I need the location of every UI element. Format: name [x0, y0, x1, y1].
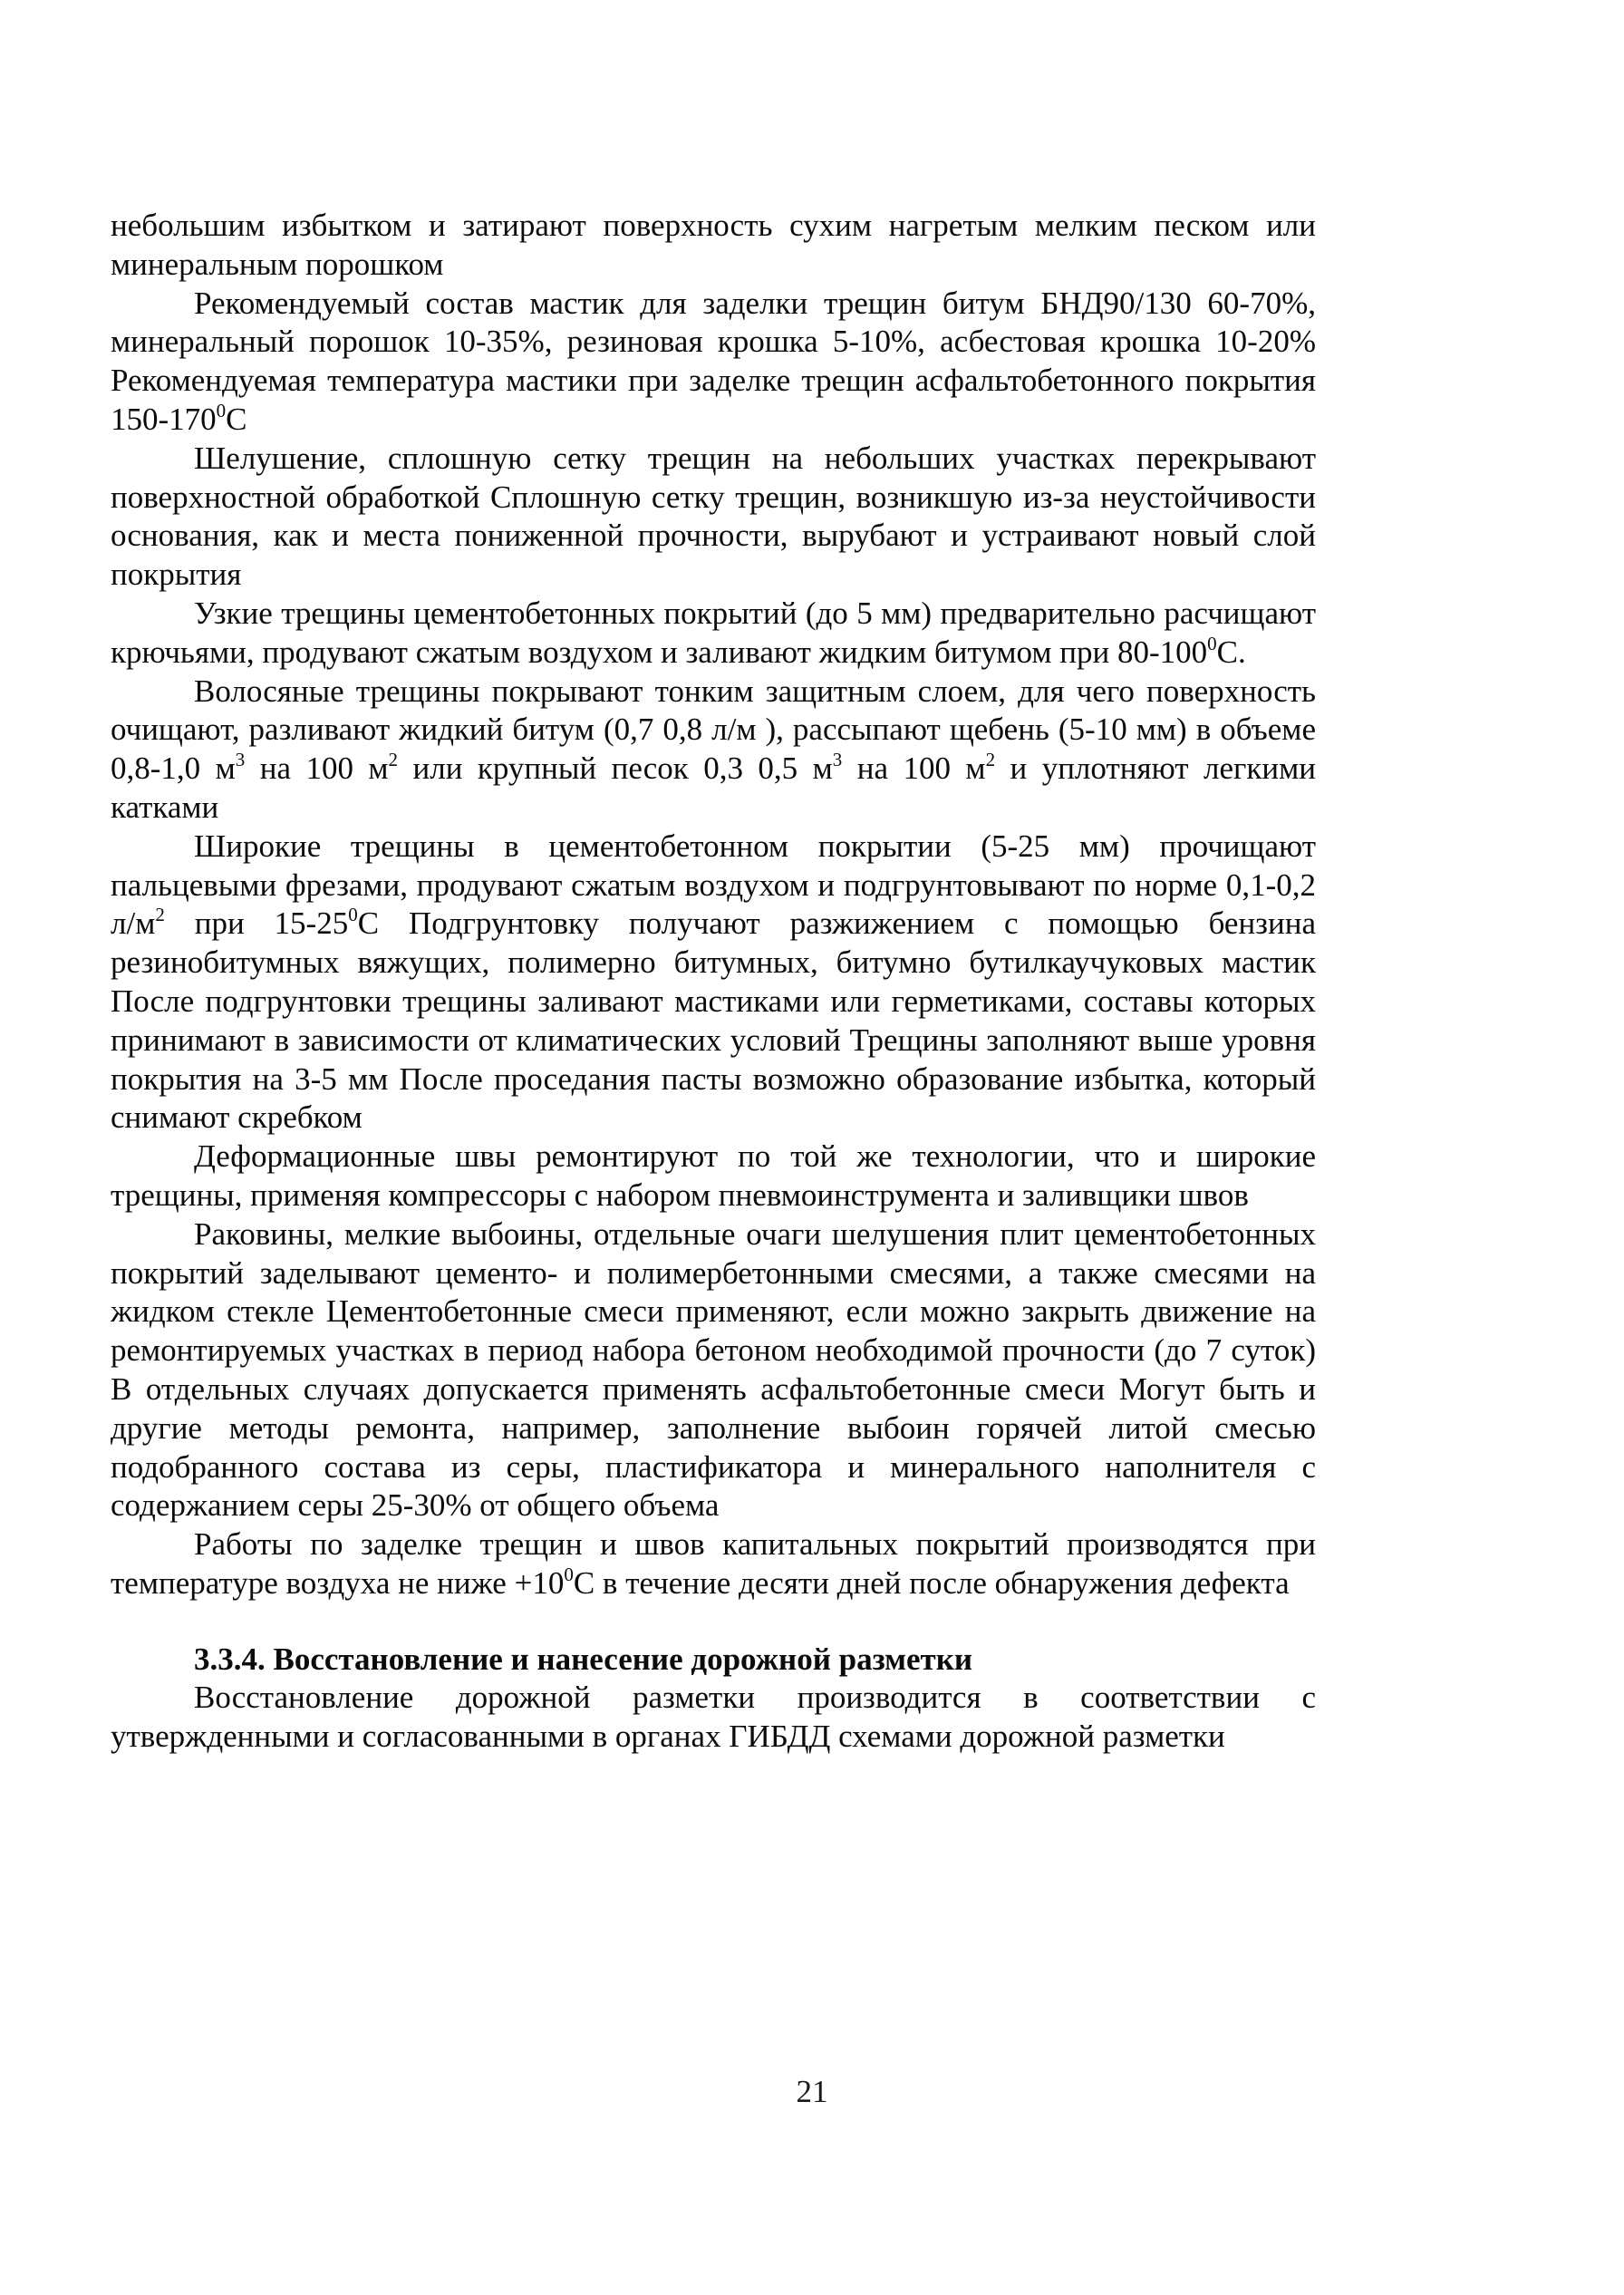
- paragraph-text: Рекомендуемый состав мастик для заделки трещин битум БНД90/130 60-70%, минеральный порошок 10-35%, резиновая крошка 5-10%, асбестовая крошка 10-20% Рекомендуемая температура мастики при заделке трещин асфальтобетонного покрытия 150-170: [111, 285, 1316, 437]
- paragraph: [111, 440, 1316, 595]
- degree-superscript: 0: [216, 399, 227, 421]
- paragraph: [111, 1679, 1316, 1757]
- paragraph-text: и уплотняют легкими катками: [111, 750, 1316, 825]
- paragraph-text: или крупный песок 0,3 0,5 м: [398, 750, 833, 787]
- degree-superscript: 0: [1207, 632, 1217, 654]
- paragraph-text: небольшим избытком и затирают поверхность сухим нагретым мелким песком или минеральным порошком: [111, 208, 1316, 282]
- page-number: 21: [796, 2074, 828, 2109]
- degree-superscript: 0: [564, 1563, 574, 1585]
- paragraph: [111, 828, 1316, 1138]
- paragraph-text: Волосяные трещины покрывают тонким защитным слоем, для чего поверхность очищают, разливают жидкий битум (0,7 0,8 л/м ), рассыпают щебень (5-10 мм) в объеме 0,8-1,0 м: [111, 673, 1316, 787]
- superscript: 2: [155, 904, 165, 926]
- superscript: 3: [235, 749, 246, 771]
- paragraph: [111, 285, 1316, 440]
- section-heading: 3.3.4. Восстановление и нанесение дорожной разметки: [194, 1641, 973, 1677]
- paragraph: [111, 595, 1316, 673]
- paragraph-text: С Подгрунтовку получают разжижением с помощью бензина резинобитумных вяжущих, полимерно битумных, битумно бутилкаучуковых мастик После подгрунтовки трещины заливают мастиками или герметиками, составы которых принимают в зависимости от климатических условий Трещины заполняют выше уровня покрытия на 3-5 мм После проседания пасты возможно образование избытка, который снимают скребком: [111, 905, 1317, 1136]
- paragraph-text: на 100 м: [842, 750, 986, 787]
- paragraph-text: Деформационные швы ремонтируют по той же технологии, что и широкие трещины, применяя компрессоры с набором пневмоинструмента и заливщики швов: [111, 1138, 1316, 1213]
- paragraph-text: Раковины, мелкие выбоины, отдельные очаги шелушения плит цементобетонных покрытий заделывают цементо- и полимербетонными смесями, а также смесями на жидком стекле Цементобетонные смеси применяют, если можно закрыть движение на ремонтируемых участках в период набора бетоном необходимой прочности (до 7 суток) В отдельных случаях допускается применять асфальтобетонные смеси Могут быть и другие методы ремонта, например, заполнение выбоин горячей литой смесью подобранного состава из серы, пластификатора и минерального наполнителя с содержанием серы 25-30% от общего объема: [111, 1215, 1316, 1524]
- paragraph: [111, 1138, 1316, 1215]
- paragraph-text: Узкие трещины цементобетонных покрытий (до 5 мм) предварительно расчищают крючьями, продувают сжатым воздухом и заливают жидким битумом при 80-100: [111, 595, 1316, 670]
- paragraph: [111, 673, 1316, 828]
- paragraph-text: Шелушение, сплошную сетку трещин на небольших участках перекрывают поверхностной обработкой Сплошную сетку трещин, возникшую из-за неустойчивости основания, как и места пониженной прочности, вырубают и устраивают новый слой покрытия: [111, 440, 1316, 593]
- paragraph-text: Работы по заделке трещин и швов капитальных покрытий производятся при температуре воздуха не ниже +10: [111, 1526, 1316, 1601]
- paragraph-text: на 100 м: [245, 750, 389, 787]
- unit-text: С: [226, 401, 247, 437]
- paragraph: [111, 1215, 1316, 1525]
- paragraph-text: Восстановление дорожной разметки производится в соответствии с утвержденными и согласованными в органах ГИБДД схемами дорожной разметки: [111, 1680, 1316, 1755]
- degree-superscript: 0: [348, 904, 358, 926]
- superscript: 3: [832, 749, 843, 771]
- paragraph-text: Широкие трещины в цементобетонном покрытии (5-25 мм) прочищают пальцевыми фрезами, продувают сжатым воздухом и подгрунтовывают по норме 0,1-0,2 л/м: [111, 828, 1316, 942]
- superscript: 2: [388, 749, 399, 771]
- paragraph: [111, 207, 1316, 285]
- paragraph-text: С в течение десяти дней после обнаружения дефекта: [573, 1564, 1290, 1601]
- paragraph-text: при 15-25: [164, 905, 349, 942]
- paragraph: [111, 1525, 1316, 1603]
- document-body: [111, 207, 1316, 1757]
- unit-text: С.: [1216, 634, 1246, 670]
- superscript: 2: [985, 749, 996, 771]
